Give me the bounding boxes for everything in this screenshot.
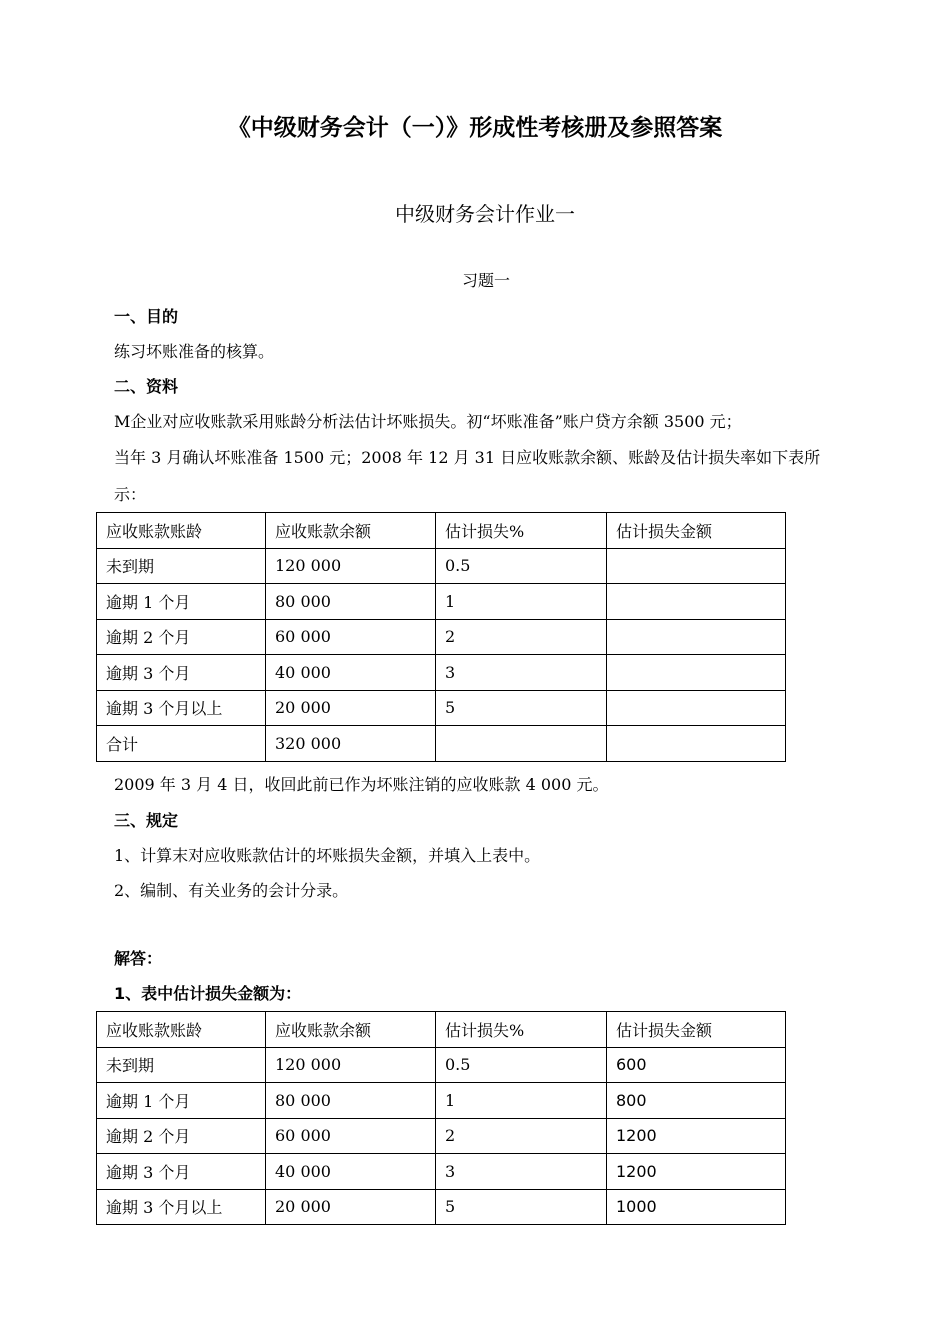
table-cell: 80 000: [266, 584, 436, 620]
section-requirements-heading: 三、规定: [114, 811, 179, 830]
table-header-row: [97, 1012, 786, 1048]
table-row: [97, 548, 786, 584]
data-paragraph-line-1: M企业对应收账款采用账龄分析法估计坏账损失。初“坏账准备”账户贷方余额 3500 元；: [114, 412, 742, 431]
table-cell: [607, 690, 786, 726]
table-cell: 逾期 1 个月: [97, 1083, 266, 1119]
header-cell: 应收账款账龄: [97, 513, 266, 549]
section-data-heading: 二、资料: [114, 377, 179, 396]
header-cell: 估计损失金额: [607, 513, 786, 549]
header-cell: 应收账款余额: [266, 1012, 436, 1048]
table-total-row: [97, 726, 786, 762]
table-cell: 逾期 3 个月以上: [97, 690, 266, 726]
table-cell: 20 000: [266, 1189, 436, 1225]
data-paragraph-line-2: 当年 3 月确认坏账准备 1500 元；2008 年 12 月 31 日应收账款余额、账龄及估计损失率如下表所: [114, 448, 821, 467]
table-cell: 逾期 3 个月以上: [97, 1189, 266, 1225]
table-cell: 3: [436, 1154, 607, 1190]
table-cell: 未到期: [97, 1047, 266, 1083]
estimated-loss-amount: 800: [607, 1083, 786, 1119]
recovery-note: 2009 年 3 月 4 日，收回此前已作为坏账注销的应收账款 4 000 元。: [114, 775, 609, 794]
table-cell: 60 000: [266, 619, 436, 655]
table-cell: 3: [436, 655, 607, 691]
exercise-title: 习题一: [461, 271, 510, 290]
table-cell: 320 000: [266, 726, 436, 762]
table-row: [97, 1189, 786, 1225]
table-row: [97, 690, 786, 726]
table-row: [97, 1154, 786, 1190]
aging-table: [96, 512, 786, 762]
answer-heading: 解答：: [114, 949, 163, 968]
estimated-loss-amount: 1000: [607, 1189, 786, 1225]
table-cell: 未到期: [97, 548, 266, 584]
table-row: [97, 584, 786, 620]
answer-subheading: 1、表中估计损失金额为：: [114, 984, 302, 1003]
estimated-loss-amount: 1200: [607, 1118, 786, 1154]
header-cell: 应收账款余额: [266, 513, 436, 549]
table-row: [97, 655, 786, 691]
requirement-item-2: 2、编制、有关业务的会计分录。: [114, 881, 349, 900]
table-cell: 1: [436, 584, 607, 620]
table-row: [97, 1118, 786, 1154]
table-cell: [607, 655, 786, 691]
table-cell: 5: [436, 690, 607, 726]
table-cell: 60 000: [266, 1118, 436, 1154]
table-cell: 120 000: [266, 548, 436, 584]
table-row: [97, 1047, 786, 1083]
table-cell: 逾期 3 个月: [97, 1154, 266, 1190]
table-cell: 2: [436, 619, 607, 655]
section-purpose-heading: 一、目的: [114, 307, 179, 326]
table-cell: 逾期 2 个月: [97, 1118, 266, 1154]
data-paragraph-line-3: 示：: [114, 485, 147, 504]
header-cell: 估计损失%: [436, 1012, 607, 1048]
table-cell: [436, 726, 607, 762]
header-cell: 估计损失%: [436, 513, 607, 549]
answer-table: [96, 1011, 786, 1225]
header-cell: 应收账款账龄: [97, 1012, 266, 1048]
table-cell: 2: [436, 1118, 607, 1154]
table-cell: 5: [436, 1189, 607, 1225]
table-cell: [607, 548, 786, 584]
table-cell: [607, 619, 786, 655]
table-cell: 逾期 2 个月: [97, 619, 266, 655]
requirement-item-1: 1、计算末对应收账款估计的坏账损失金额，并填入上表中。: [114, 846, 541, 865]
table-cell: [607, 726, 786, 762]
table-cell: 逾期 3 个月: [97, 655, 266, 691]
table-row: [97, 1083, 786, 1119]
header-cell: 估计损失金额: [607, 1012, 786, 1048]
table-row: [97, 619, 786, 655]
table-cell: [607, 584, 786, 620]
table-cell: 0.5: [436, 548, 607, 584]
table-header-row: [97, 513, 786, 549]
section-purpose-text: 练习坏账准备的核算。: [114, 342, 275, 361]
estimated-loss-amount: 600: [607, 1047, 786, 1083]
estimated-loss-amount: 1200: [607, 1154, 786, 1190]
table-cell: 120 000: [266, 1047, 436, 1083]
table-cell: 合计: [97, 726, 266, 762]
table-cell: 40 000: [266, 1154, 436, 1190]
table-cell: 1: [436, 1083, 607, 1119]
table-cell: 0.5: [436, 1047, 607, 1083]
document-title: 《中级财务会计（一）》形成性考核册及参照答案: [227, 115, 723, 141]
table-cell: 80 000: [266, 1083, 436, 1119]
table-cell: 逾期 1 个月: [97, 584, 266, 620]
assignment-title: 中级财务会计作业一: [395, 202, 575, 226]
table-cell: 20 000: [266, 690, 436, 726]
table-cell: 40 000: [266, 655, 436, 691]
